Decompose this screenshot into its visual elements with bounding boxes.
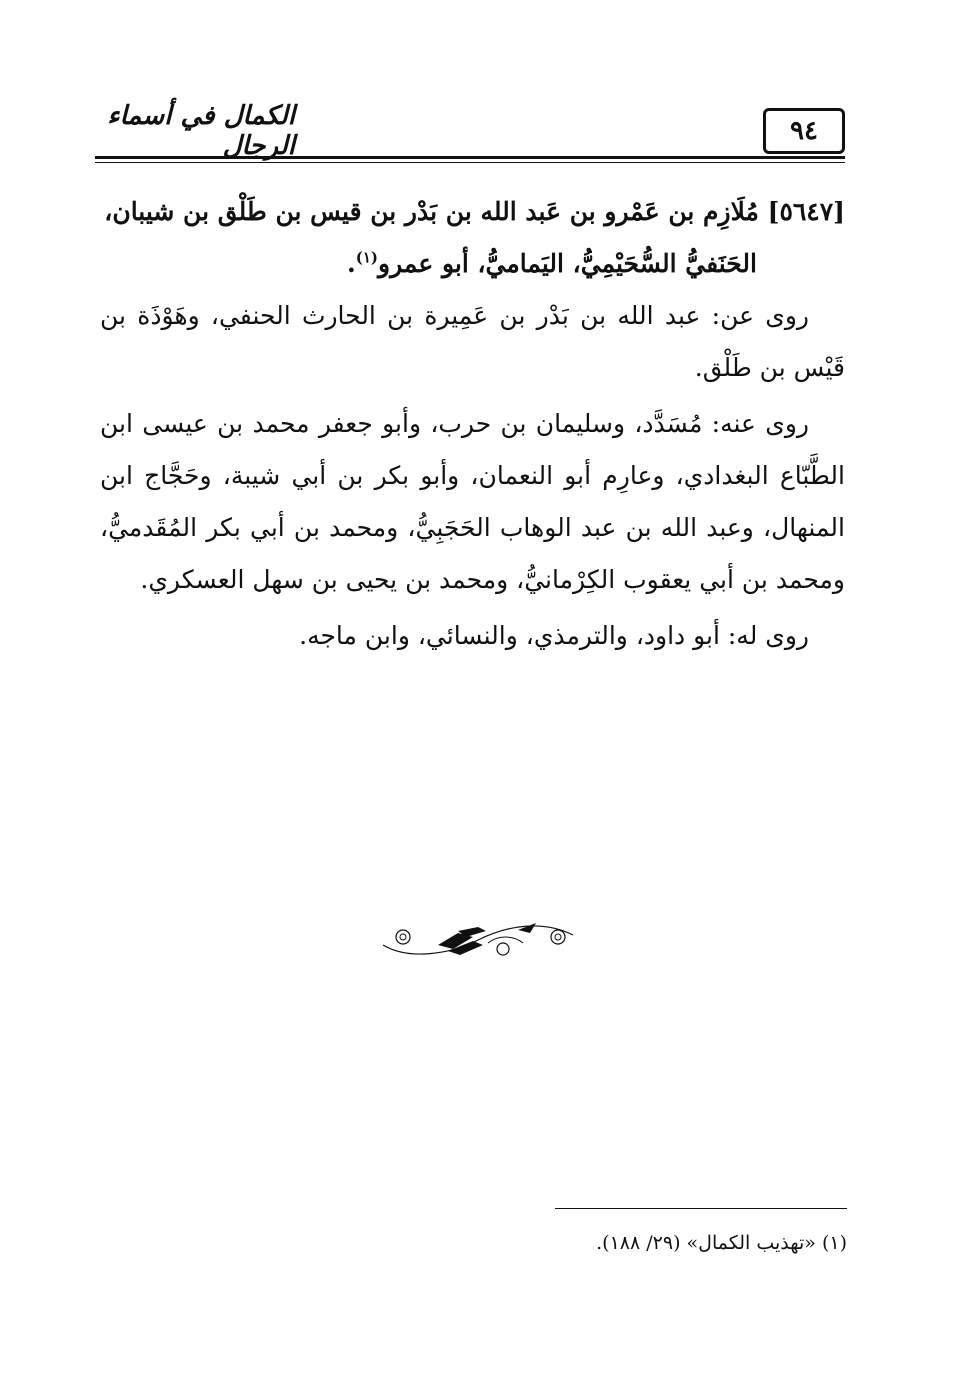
entry-heading-name: الحَنَفيُّ السُّحَيْمِيُّ، اليَماميُّ، أبو عمرو <box>378 249 757 278</box>
header-divider <box>95 156 845 159</box>
entry-heading-line2 <box>100 238 845 290</box>
footnote-reference: (١) <box>355 248 379 267</box>
transmitted-by-paragraph: روى له: أبو داود، والترمذي، والنسائي، وابن ماجه. <box>299 621 809 650</box>
narrated-from-paragraph: روى عن: عبد الله بن بَدْر بن عَمِيرة بن الحارث الحنفي، وهَوْذَة بن قَيْس بن طَلْق. <box>100 301 845 382</box>
page-number: ٩٤ <box>763 108 845 154</box>
entry-heading-end: . <box>347 249 356 278</box>
header-divider-thin <box>95 162 845 163</box>
entry-heading <box>100 186 845 290</box>
entry-heading-line1: [٥٦٤٧] مُلَازِم بن عَمْرو بن عَبد الله بن بَدْر بن قيس بن طَلْق بن شيبان، <box>104 197 845 226</box>
narrated-by-paragraph: روى عنه: مُسَدَّد، وسليمان بن حرب، وأبو جعفر محمد بن عيسى ابن الطَّبّاع البغدادي، وعارِم أبو النعمان، وأبو بكر بن أبي شيبة، وحَجَّاج ابن المنهال، وعبد الله بن عبد الوهاب الحَجَبِيُّ، ومحمد بن أبي بكر المُقَدميُّ، ومحمد بن أبي يعقوب الكِرْمانيُّ، ومحمد بن يحيى بن سهل العسكري. <box>100 409 845 594</box>
entry-body <box>100 186 845 662</box>
footnote: (١) «تهذيب الكمال» (٢٩/ ١٨٨). <box>596 1232 847 1254</box>
footnote-divider <box>555 1208 847 1209</box>
floral-divider-icon <box>378 915 578 965</box>
book-title: الكمال في أسماء الرجال <box>107 101 295 161</box>
page-header <box>95 98 845 190</box>
